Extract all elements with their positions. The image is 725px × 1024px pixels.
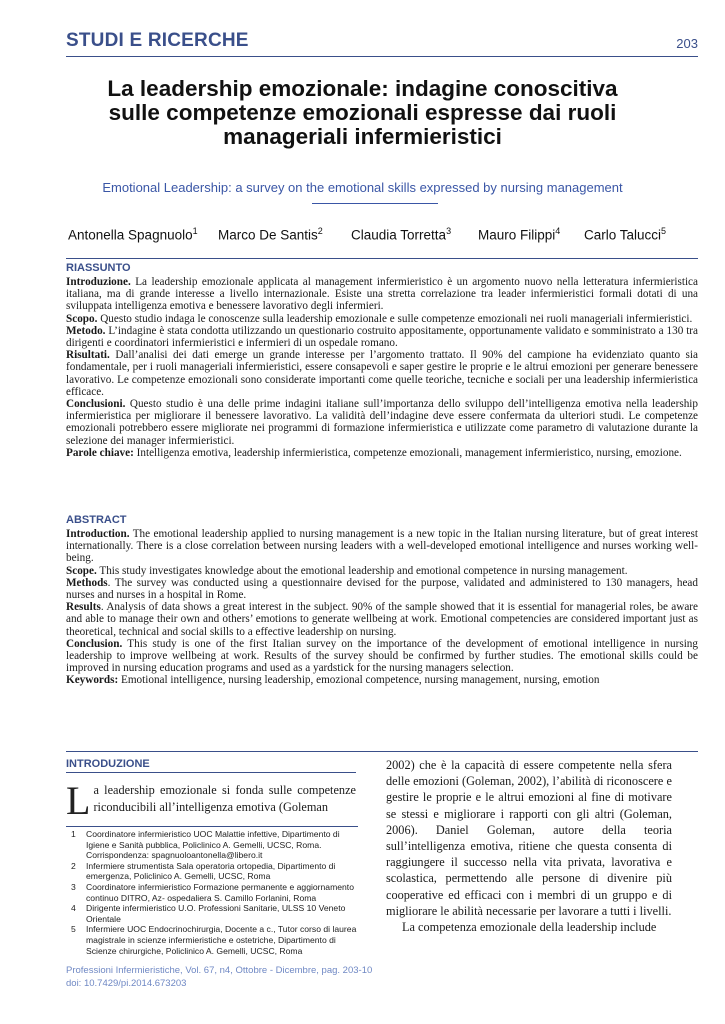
riassunto-scopo: Scopo. Questo studio indaga le conoscenze sulla leadership emozionale e sulle competenze emozionali nei ruoli manageriali infermieristici.	[66, 312, 693, 325]
paragraph: 2002) che è la capacità di essere competente nella sfera delle emozioni (Goleman, 2002), l’abilità di riconoscere e gestire le proprie e le altrui emozioni al fine di motivare se stessi e migliorare i rapporti con gli altri (Goleman, 2006). Daniel Goleman, autore della teoria sull’intelligenza emotiva, ritiene che questa consenta di raggiungere il successo nella vita privata, lavorativa e scolastica, permettendo alle persone di divenire più cooperative ed efficaci con i membri di un gruppo e di migliorare le abilità necessarie per lavorare a tutti i livelli.	[386, 758, 672, 918]
abstract-methods: Methods. The survey was conducted using a questionnaire devised for the purpose, validated and administered to 130 managers, head nurses and nurses in a hospital in Rome.	[66, 576, 698, 602]
subtitle-divider	[312, 203, 438, 204]
drop-cap: L	[66, 778, 91, 823]
riassunto-conclusioni: Conclusioni. Questo studio è una delle prime indagini italiane sull’importanza dello sviluppo dell’intelligenza emotiva nella leadership infermieristica per migliorare il benessere lavorativo. La validità dell’indagine deve essere confermata da ulteriori studi. Le competenze emozionali potrebbero essere migliorate nei programmi di formazione infermieristica e utilizzate come parametro di valutazione durante la selezione dei manager infermieristici.	[66, 398, 698, 447]
author: Carlo Talucci$^5$	[584, 226, 667, 243]
riassunto-parole-chiave: Parole chiave: Intelligenza emotiva, leadership infermieristica, competenze emozionali, management infermieristico, nursing, emozione.	[66, 446, 682, 459]
introduzione-left-text: La leadership emozionale si fonda sulle competenze riconducibili all’intelligenza emotiva (Goleman	[66, 778, 356, 823]
author: Claudia Torretta$^3$	[351, 226, 452, 243]
introduzione-divider	[66, 772, 356, 773]
footnote: 2 Infermiere strumentista Sala operatoria ortopedia, Dipartimento di emergenza, Policlinico A. Gemelli, UCSC, Roma	[71, 860, 336, 882]
riassunto-introduzione: Introduzione. La leadership emozionale applicata al management infermieristico è un argomento nuovo nella letteratura infermieristica italiana, ma di grande interesse a livello internazionale. Esiste una stretta correlazione tra leader infermieristici formali dotati di una sviluppata intelligenza emotiva e benessere lavorativo degli infermieri.	[66, 276, 698, 313]
riassunto-text	[66, 276, 698, 459]
title-line: sulle competenze emozionali espresse dai ruoli	[108, 100, 617, 125]
riassunto-heading: RIASSUNTO	[66, 262, 131, 274]
article-subtitle: Emotional Leadership: a survey on the emotional skills expressed by nursing management	[102, 180, 623, 195]
abstract-heading: ABSTRACT	[66, 514, 127, 526]
title-line: manageriali infermieristici	[223, 124, 502, 149]
abstract-box	[66, 258, 698, 752]
page-number: 203	[676, 36, 698, 51]
footnotes	[66, 826, 358, 956]
footnote: 5 Infermiere UOC Endocrinochirurgia, Docente a c., Tutor corso di laurea magistrale in scienze infermieristiche e ostetriche, Dipartimento di Scienze chirurgiche, Policlinico A. Gemelli, UCSC, Roma	[71, 924, 357, 956]
abstract-keywords: Keywords: Emotional intelligence, nursing leadership, emozional competence, nursing management, nursing, emotion	[66, 674, 600, 687]
paragraph: La competenza emozionale della leadership include	[402, 920, 657, 935]
abstract-results: Results. Analysis of data shows a great interest in the subject. 90% of the sample showed that it is essential for managerial roles, be aware and able to manage their own and others’ emotions to generate wellbeing at work. Emotional competencies are considered important just as theoretical, technical and social skills to a effective leadership on nursing.	[66, 601, 698, 638]
abstract-conclusion: Conclusion. This study is one of the first Italian survey on the importance of the development of emotional intelligence in nursing leadership to improve wellbeing at work. Results of the survey should be confirmed by further studies. The emotional skills could be improved in nursing education programs and used as a yardstick for the nursing managers selection.	[66, 637, 698, 675]
section-title: STUDI E RICERCHE	[66, 30, 249, 51]
section-header	[66, 30, 698, 57]
introduzione-right-text	[386, 757, 672, 935]
riassunto-metodo: Metodo. L’indagine è stata condotta utilizzando un questionario costruito appositamente, opportunamente validato e somministrato a 130 tra dirigenti e coordinatori infermieristici e infermieri di un ospedale romano.	[66, 324, 698, 350]
footnote: 1 Coordinatore infermieristico UOC Malattie infettive, Dipartimento di Igiene e Sanità pubblica, Policlinico A. Gemelli, UCSC, Roma. Corrispondenza: spagnuoloantonella@libero.it	[71, 829, 340, 861]
doi: doi: 10.7429/pi.2014.673203	[66, 978, 187, 989]
author: Mauro Filippi$^4$	[478, 226, 561, 243]
introduzione-heading: INTRODUZIONE	[66, 758, 150, 770]
page-footer	[66, 964, 372, 990]
author: Marco De Santis$^2$	[218, 226, 323, 243]
article-title	[40, 77, 685, 149]
riassunto-risultati: Risultati. Dall’analisi dei dati emerge un grande interesse per l’argomento trattato. Il 90% del campione ha evidenziato quanto sia fondamentale, per i ruoli manageriali infermieristici, essere consapevoli e saper gestire le proprie e le altrui emozioni per generare benessere lavorativo. Le competenze emozionali sono considerate importanti come quelle teoriche, tecniche e sociali per una leadership infermieristica efficace.	[66, 349, 698, 398]
journal-citation: Professioni Infermieristiche, Vol. 67, n4, Ottobre - Dicembre, pag. 203-10	[66, 965, 373, 976]
footnote: 4 Dirigente infermieristico U.O. Professioni Sanitarie, ULSS 10 Veneto Orientale	[71, 903, 346, 924]
abstract-text	[66, 528, 698, 687]
title-line: La leadership emozionale: indagine conoscitiva	[107, 76, 618, 101]
abstract-scope: Scope. This study investigates knowledge about the emotional leadership and emotional competence in nursing management.	[66, 564, 628, 577]
footnote: 3 Coordinatore infermieristico Formazione permanente e aggiornamento continuo DITRO, Az- ospedaliera S. Camillo Forlanini, Roma	[71, 881, 354, 903]
author: Antonella Spagnuolo$^1$	[68, 226, 198, 243]
abstract-introduction: Introduction. The emotional leadership applied to nursing management is a new topic in the Italian nursing literature, but of great interest internationally. There is a close correlation between nursing leaders with a well-developed emotional intelligence and nurses working well-being.	[66, 528, 698, 565]
